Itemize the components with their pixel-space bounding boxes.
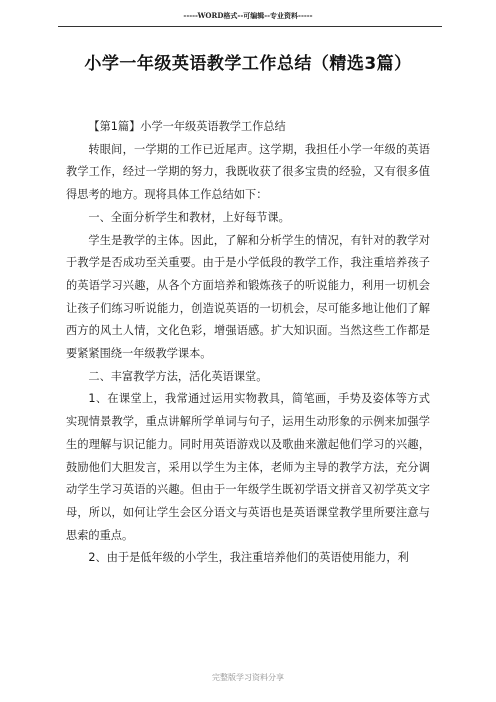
paragraph-methods-1: 1、在课堂上，我常通过运用实物教具，简笔画，手势及姿体等方式实现情景教学，重点讲解所学单词与句子，运用生动形象的示例来加强学生的理解与识记能力。同时用英语游戏以及歌曲来激起他们学习的兴趣，鼓励他们大胆发言，采用以学生为主体，老师为主导的教学方法，充分调动学生学习英语的兴趣。但由于一年级学生既初学语文拼音又初学英文字母，所以，如何让学生会区分语文与英语也是英语课堂教学里所要注意与思索的重点。 <box>66 392 430 542</box>
paragraph-students: 学生是教学的主体。因此，了解和分析学生的情况，有针对的教学对于教学是否成功至关重要。由于是小学低段的教学工作，我注重培养孩子的英语学习兴趣，从各个方面培养和锻炼孩子的听说能力，利用一切机会让孩子们练习听说能力，创造说英语的一切机会，尽可能多地让他们了解西方的风土人情，文化色彩，增强语感。扩大知识面。当然这些工作都是要紧紧围绕一年级教学课本。 <box>66 233 430 361</box>
subheading-2: 二、丰富教学方法，活化英语课堂。 <box>88 369 268 383</box>
document-title: 小学一年级英语教学工作总结（精选3篇） <box>84 54 412 74</box>
header-note: -----WORD格式--可编辑--专业资料----- <box>183 11 313 20</box>
document-body <box>66 116 430 570</box>
paragraph-methods-2: 2、由于是低年级的小学生，我注重培养他们的英语使用能力，利 <box>88 551 409 565</box>
subheading-1: 一、全面分析学生和教材，上好每节课。 <box>88 210 290 224</box>
section-heading: 【第1篇】小学一年级英语教学工作总结 <box>88 120 286 133</box>
footer-note: 完整版学习资料分享 <box>212 673 284 682</box>
paragraph-intro: 转眼间，一学期的工作已近尾声。这学期，我担任小学一年级的英语教学工作，经过一学期的努力，我既收获了很多宝贵的经验，又有很多值得思考的地方。现将具体工作总结如下： <box>66 142 430 202</box>
header-divider <box>58 26 442 27</box>
